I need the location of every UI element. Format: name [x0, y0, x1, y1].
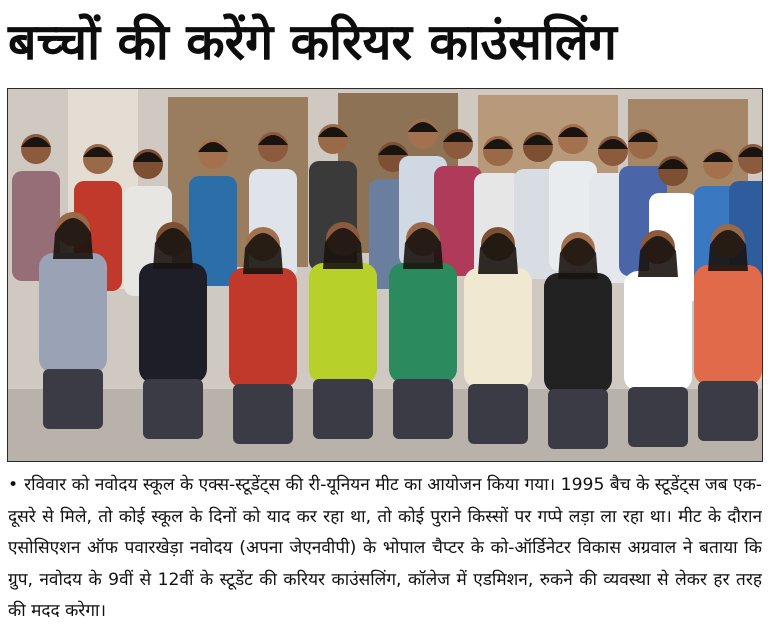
seated-person-body [39, 253, 107, 373]
group-photo-illustration [8, 89, 763, 462]
seated-person-legs [393, 379, 453, 439]
seated-person-legs [43, 369, 103, 429]
seated-person-body [309, 263, 377, 383]
bullet-marker: • [8, 475, 19, 495]
headline: बच्चों की करेंगे करियर काउंसलिंग [8, 13, 617, 71]
seated-person-legs [233, 384, 293, 444]
seated-person-legs [698, 381, 758, 441]
seated-person-body [229, 268, 297, 388]
seated-person-legs [548, 389, 608, 449]
caption-text: रविवार को नवोदय स्कूल के एक्स-स्टूडेंट्स की री-यूनियन मीट का आयोजन किया गया। 1995 बैच के स्टूडेंट्स जब एक-दूसरे से मिले, तो कोई स्कूल के दिनों को याद कर रहा था, तो कोई पुराने किस्सों पर गप्पे लड़ा ला रहा था। मीट के दौरान एसोसिएशन ऑफ पवारखेड़ा नवोदय (अपना जेएनवीपी) के भोपाल चैप्टर के को-ऑर्डिनेटर विकास अग्रवाल ने बताया कि ग्रुप, नवोदय के 9वीं से 12वीं के स्टूडेंट की करियर काउंसलिंग, कॉलेज में एडमिशन, रुकने की व्यवस्था से लेकर हर तरह की मदद करेगा। [8, 475, 762, 621]
seated-person-body [624, 271, 692, 391]
seated-person-body [139, 263, 207, 383]
seated-person-body [694, 265, 762, 385]
seated-person-legs [628, 387, 688, 447]
caption-paragraph [8, 470, 762, 630]
seated-person-body [544, 273, 612, 393]
seated-person-body [464, 268, 532, 388]
seated-person-legs [468, 384, 528, 444]
seated-person-legs [313, 379, 373, 439]
seated-person-legs [143, 379, 203, 439]
seated-person-body [389, 263, 457, 383]
group-photo [7, 88, 763, 462]
